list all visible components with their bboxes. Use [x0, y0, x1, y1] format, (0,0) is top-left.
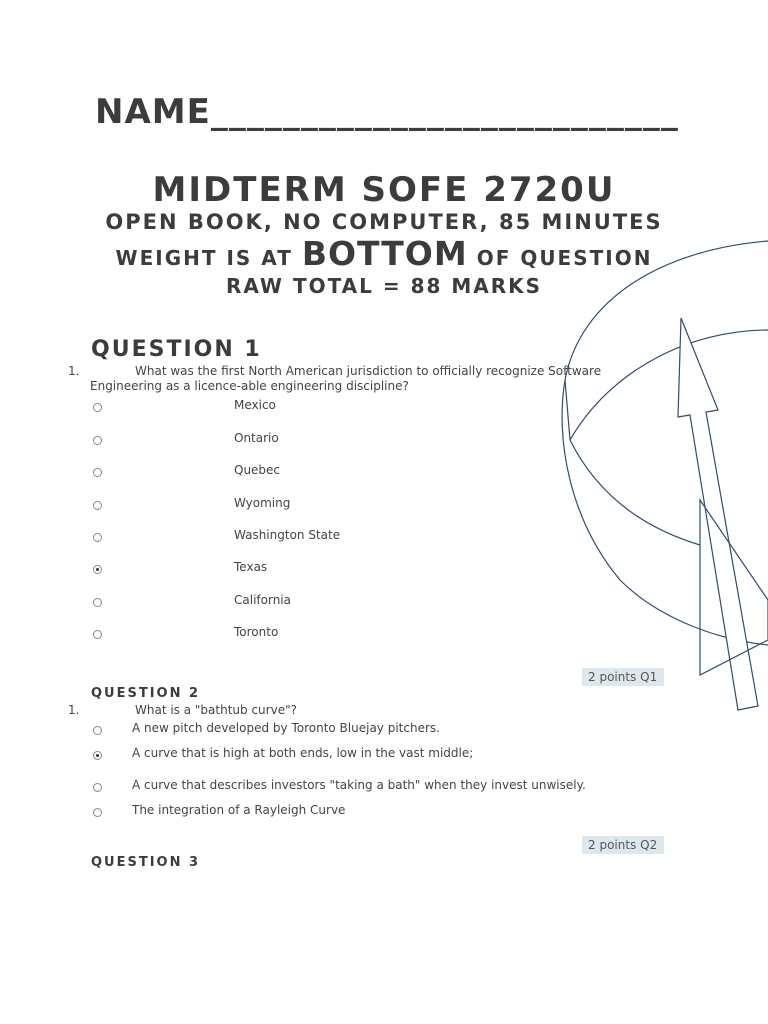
q2-option-label: The integration of a Rayleigh Curve [132, 803, 346, 817]
question-2-number: 1. [68, 703, 80, 717]
q1-option-radio[interactable] [93, 630, 102, 639]
question-1-text-line2: Engineering as a licence-able engineering discipline? [90, 379, 409, 393]
question-1-text [90, 364, 630, 394]
subtitle-weight-post: OF QUESTION [476, 246, 653, 270]
question-2-text [90, 703, 630, 718]
q1-option-radio[interactable] [93, 468, 102, 477]
q1-option-radio-selected[interactable] [93, 565, 102, 574]
q1-option-label: California [234, 593, 291, 607]
q1-option-label: Quebec [234, 463, 281, 477]
q1-option-label: Wyoming [234, 496, 291, 510]
q1-option-radio[interactable] [93, 533, 102, 542]
q1-option-label: Texas [234, 560, 268, 574]
q2-option-label: A new pitch developed by Toronto Bluejay pitchers. [132, 721, 440, 735]
subtitle-raw-total: RAW TOTAL = 88 MARKS [225, 274, 543, 298]
subtitle-weight-big: BOTTOM [301, 234, 468, 273]
q2-option-radio[interactable] [93, 783, 102, 792]
subtitle-weight [0, 234, 768, 273]
q2-points-badge: 2 points Q2 [582, 836, 664, 854]
q1-option-radio[interactable] [93, 403, 102, 412]
q1-option-radio[interactable] [93, 598, 102, 607]
name-line: NAME__________________________ [95, 92, 679, 132]
q1-option-label: Toronto [234, 625, 279, 639]
subtitle-weight-pre: WEIGHT IS AT [115, 246, 293, 270]
q1-points-badge: 2 points Q1 [582, 668, 664, 686]
question-1-number: 1. [68, 364, 80, 378]
question-1-text-line1: What was the first North American jurisdiction to officially recognize Software [135, 364, 602, 378]
q2-option-radio-selected[interactable] [93, 751, 102, 760]
q2-option-radio[interactable] [93, 808, 102, 817]
subtitle-exam-rules: OPEN BOOK, NO COMPUTER, 85 MINUTES [105, 210, 663, 234]
q1-option-radio[interactable] [93, 436, 102, 445]
question-3-heading: QUESTION 3 [91, 855, 201, 870]
q1-option-label: Ontario [234, 431, 279, 445]
q2-option-radio[interactable] [93, 726, 102, 735]
question-2-heading: QUESTION 2 [91, 686, 201, 701]
page-title: MIDTERM SOFE 2720U [152, 170, 616, 210]
question-2-text-line: What is a "bathtub curve"? [135, 703, 297, 717]
q2-option-label: A curve that is high at both ends, low in the vast middle; [132, 746, 474, 760]
q1-option-label: Mexico [234, 398, 276, 412]
q1-option-radio[interactable] [93, 501, 102, 510]
question-1-heading: QUESTION 1 [91, 337, 262, 362]
q1-option-label: Washington State [234, 528, 341, 542]
q2-option-label: A curve that describes investors "taking a bath" when they invest unwisely. [132, 778, 586, 792]
